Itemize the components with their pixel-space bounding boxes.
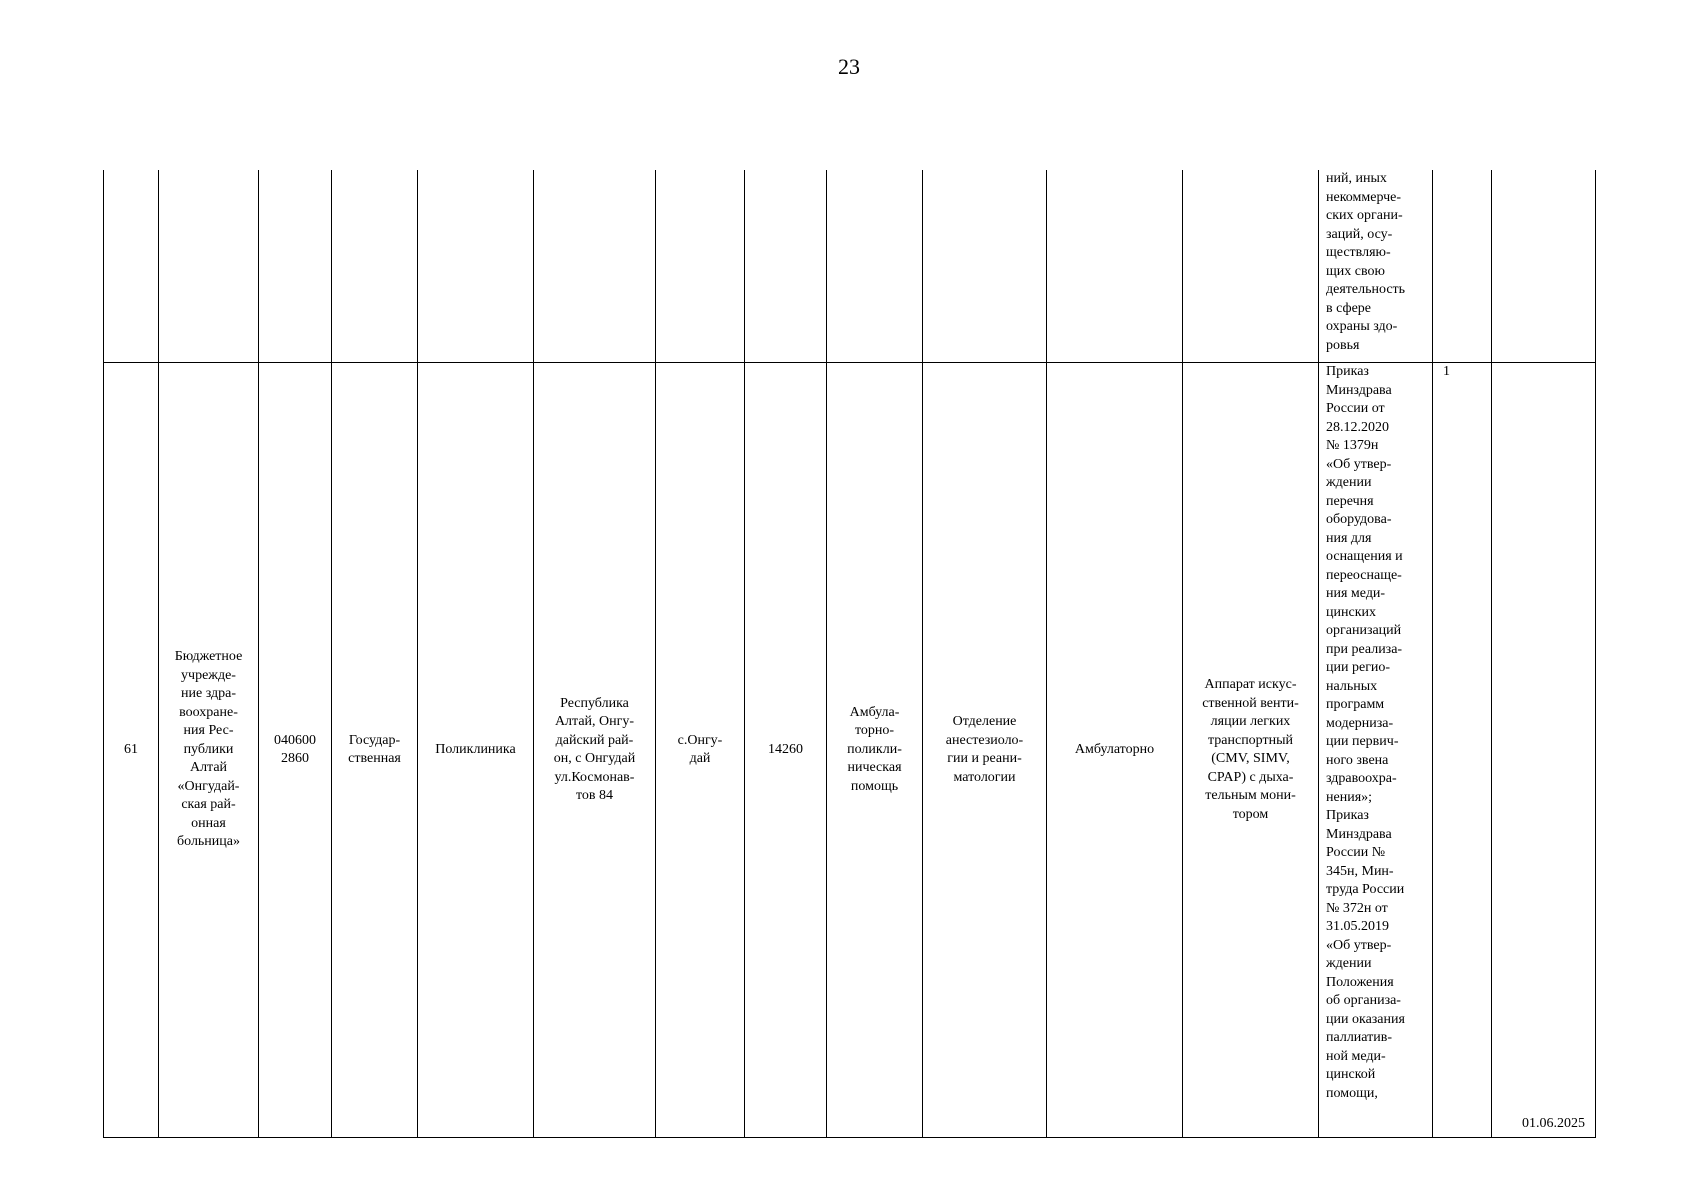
cell-conditions: Амбулаторно [1047,363,1183,1138]
cell-facility-type: Поликлиника [418,363,534,1138]
cell-empty [1492,170,1596,363]
cell-empty [1047,170,1183,363]
cell-quantity: 1 [1433,363,1492,1138]
cell-empty [332,170,418,363]
cell-equipment: Аппарат искус- ственной венти- ляции легких транспортный (CMV, SIMV, CPAP) с дыха- тельным мони- тором [1183,363,1319,1138]
cell-empty [1183,170,1319,363]
continuation-row [104,170,1596,363]
cell-empty [656,170,745,363]
cell-basis-continuation: ний, иных некоммерче- ских органи- заций, осу- ществляю- щих свою деятельность в сфере охраны здо- ровья [1319,170,1433,363]
cell-care-type: Амбула- торно- поликли- ническая помощь [827,363,923,1138]
cell-empty [159,170,259,363]
cell-empty [1433,170,1492,363]
cell-population: 14260 [745,363,827,1138]
cell-empty [104,170,159,363]
cell-empty [418,170,534,363]
cell-empty [534,170,656,363]
cell-empty [259,170,332,363]
cell-org-code: 040600 2860 [259,363,332,1138]
cell-legal-basis: Приказ Минздрава России от 28.12.2020 № 1379н «Об утвер- ждении перечня оборудова- ния для оснащения и переоснаще- ния меди- цинских организаций при реализа- ции регио- нальных программ модерниза- ции первич- ного звена здравоохра- нения»; Приказ Минздрава России № 345н, Мин- труда России № 372н от 31.05.2019 «Об утвер- ждении Положения об организа- ции оказания паллиатив- ной меди- цинской помощи, [1319,363,1433,1138]
cell-empty [923,170,1047,363]
table-row [104,363,1596,1138]
cell-date: 01.06.2025 [1492,363,1596,1138]
cell-department: Отделение анестезиоло- гии и реани- матологии [923,363,1047,1138]
cell-locality: с.Онгу- дай [656,363,745,1138]
page-number: 23 [838,54,860,79]
cell-organization: Бюджетное учрежде- ние здра- воохране- ния Рес- публики Алтай «Онгудай- ская рай- онная больница» [159,363,259,1138]
cell-address: Республика Алтай, Онгу- дайский рай- он, с Онгудай ул.Космонав- тов 84 [534,363,656,1138]
cell-empty [827,170,923,363]
equipment-table [103,170,1596,1138]
cell-ownership: Государ- ственная [332,363,418,1138]
cell-row-number: 61 [104,363,159,1138]
cell-empty [745,170,827,363]
